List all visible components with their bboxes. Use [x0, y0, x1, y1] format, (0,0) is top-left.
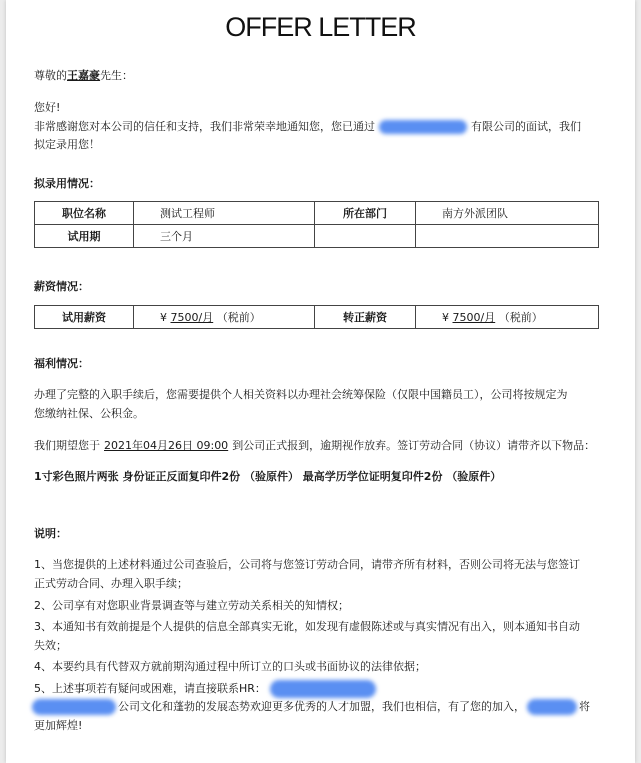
intro-part-2: 有限公司的面试，我们: [471, 120, 581, 133]
greeting-suffix: 先生：: [100, 69, 133, 82]
regular-salary-value: [416, 306, 599, 329]
required-items-line: 1寸彩色照片两张 身份证正反面复印件2份 （验原件） 最高学历学位证明复印件2份 （验原件）: [34, 470, 502, 483]
hello-line: 您好!: [34, 101, 61, 114]
probation-salary-note: （税前）: [216, 311, 261, 324]
note-1-line-2: 正式劳动合同、办理入职手续；: [34, 577, 188, 590]
letter-title: OFFER LETTER: [225, 12, 416, 42]
empty-cell: [315, 225, 416, 248]
benefits-line-1: 办理了完整的入职手续后，您需要提供个人相关资料以办理社会统筹保险（仅限中国籍员工），公司将按规定为: [34, 388, 568, 401]
report-line: [34, 439, 595, 453]
note-3-line-2: 失效；: [34, 639, 67, 652]
redacted-hr-contact: [270, 680, 376, 698]
closing-line-1: [32, 699, 590, 715]
note-2: 2、公司享有对您职业背景调查等与建立劳动关系相关的知情权；: [34, 599, 349, 612]
hiring-table: [34, 201, 599, 248]
redacted-company-name: [379, 120, 467, 134]
intro-line-1: [34, 120, 581, 134]
intro-part-1: 非常感谢您对本公司的信任和支持，我们非常荣幸地通知您，您已通过: [34, 120, 375, 133]
redacted-company-name-2: [32, 699, 116, 715]
currency-symbol: ¥: [160, 311, 167, 324]
position-label: 职位名称: [35, 202, 134, 225]
greeting-line: [34, 69, 133, 83]
benefits-heading: 福利情况：: [34, 357, 89, 370]
table-row: [35, 306, 599, 329]
department-value: 南方外派团队: [416, 202, 599, 225]
redacted-company-name-3: [527, 699, 577, 715]
notes-heading: 说明：: [34, 527, 67, 540]
benefits-line-2: 您缴纳社保、公积金。: [34, 407, 144, 420]
intro-line-2: 拟定录用您！: [34, 138, 100, 151]
note-1-line-1: 1、当您提供的上述材料通过公司查验后，公司将与您签订劳动合同，请带齐所有材料，否则公司将无法与您签订: [34, 558, 580, 571]
report-prefix: 我们期望您于: [34, 439, 100, 452]
salary-heading: 薪资情况：: [34, 280, 89, 293]
note-4: 4、本要约具有代替双方就前期沟通过程中所订立的口头或书面协议的法律依据；: [34, 660, 426, 673]
table-row: [35, 225, 599, 248]
note-3-line-1: 3、本通知书有效前提是个人提供的信息全部真实无讹，如发现有虚假陈述或与真实情况有出入，则本通知书自动: [34, 620, 580, 633]
regular-salary-amount: 7500/月: [452, 311, 496, 324]
note-5: [34, 680, 376, 698]
salary-table: [34, 305, 599, 329]
report-date: 2021年04月26日 09:00: [104, 439, 229, 452]
probation-salary-label: 试用薪资: [35, 306, 134, 329]
closing-mid: 公司文化和蓬勃的发展态势欢迎更多优秀的人才加盟，我们也相信，有了您的加入，: [118, 700, 525, 713]
greeting-prefix: 尊敬的: [34, 69, 67, 82]
table-row: [35, 202, 599, 225]
closing-line-2: 更加辉煌!: [34, 719, 83, 732]
currency-symbol: ¥: [442, 311, 449, 324]
department-label: 所在部门: [315, 202, 416, 225]
hiring-heading: 拟录用情况：: [34, 177, 100, 190]
probation-salary-amount: 7500/月: [170, 311, 214, 324]
note-5-text: 5、上述事项若有疑问或困难，请直接联系HR：: [34, 682, 266, 695]
closing-end: 将: [579, 700, 590, 713]
empty-cell: [416, 225, 599, 248]
offer-letter-page: [6, 0, 635, 763]
recipient-name: 王嘉豪: [67, 69, 100, 82]
position-value: 测试工程师: [134, 202, 315, 225]
regular-salary-label: 转正薪资: [315, 306, 416, 329]
probation-value: 三个月: [134, 225, 315, 248]
regular-salary-note: （税前）: [498, 311, 543, 324]
probation-label: 试用期: [35, 225, 134, 248]
probation-salary-value: [134, 306, 315, 329]
report-suffix: 到公司正式报到，逾期视作放弃。签订劳动合同（协议）请带齐以下物品：: [232, 439, 596, 452]
